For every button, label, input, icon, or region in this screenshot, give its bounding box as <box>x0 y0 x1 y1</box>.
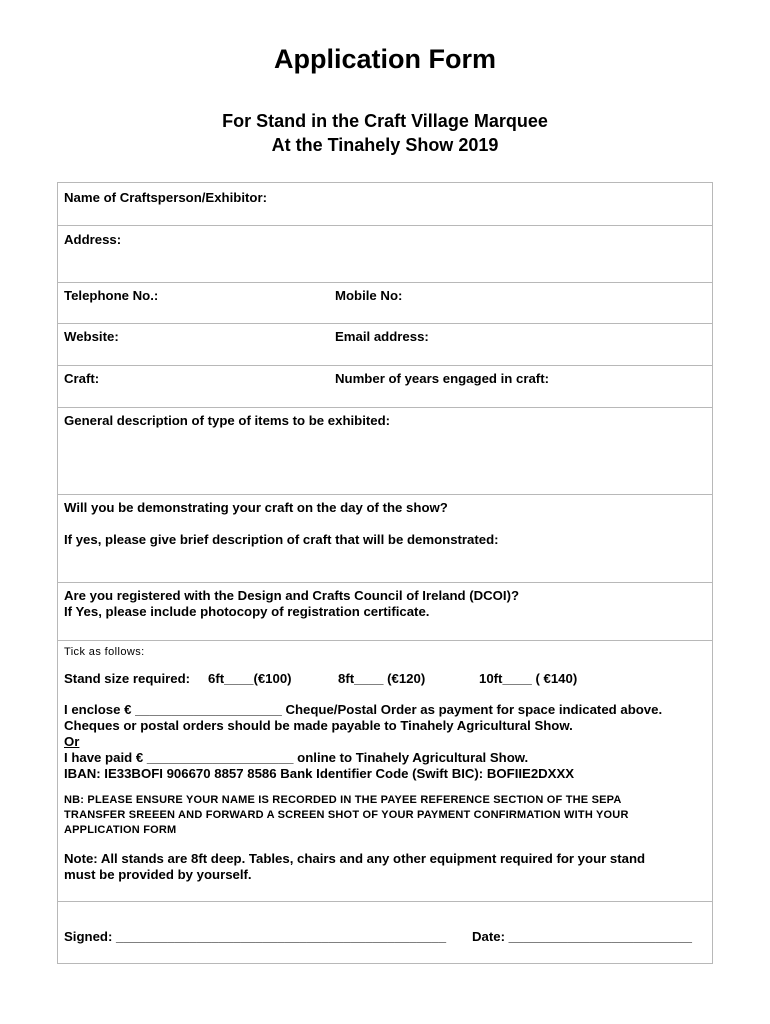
website-label: Website: <box>64 329 119 344</box>
stand-size-label: Stand size required: <box>64 671 191 686</box>
description-row[interactable] <box>58 407 712 495</box>
signature-row <box>58 901 712 965</box>
application-form-table <box>57 182 713 964</box>
or-label: Or <box>64 734 80 749</box>
paid-online-line[interactable]: I have paid € ____________________ online to Tinahely Agricultural Show. <box>64 750 529 765</box>
payment-row <box>58 640 712 902</box>
nb-line-3: APPLICATION FORM <box>64 824 177 836</box>
nb-line-2: TRANSFER SREEEN AND FORWARD A SCREEN SHOT OF YOUR PAYMENT CONFIRMATION WITH YOUR <box>64 809 629 821</box>
option-10ft[interactable]: 10ft____ ( €140) <box>479 671 578 686</box>
note-line-2: must be provided by yourself. <box>64 867 252 882</box>
enclose-line[interactable]: I enclose € ____________________ Cheque/Postal Order as payment for space indicated above. <box>64 702 663 717</box>
dcoi-note: If Yes, please include photocopy of registration certificate. <box>64 604 430 619</box>
description-label: General description of type of items to be exhibited: <box>64 413 391 428</box>
web-row[interactable] <box>58 323 712 366</box>
name-label: Name of Craftsperson/Exhibitor: <box>64 190 267 205</box>
dcoi-row[interactable] <box>58 582 712 641</box>
nb-line-1: NB: PLEASE ENSURE YOUR NAME IS RECORDED IN THE PAYEE REFERENCE SECTION OF THE SEPA <box>64 794 622 806</box>
craft-label: Craft: <box>64 371 100 386</box>
demonstrating-description: If yes, please give brief description of craft that will be demonstrated: <box>64 532 499 547</box>
demonstration-row[interactable] <box>58 494 712 583</box>
subtitle-line-2: At the Tinahely Show 2019 <box>271 135 499 155</box>
option-8ft[interactable]: 8ft____ (€120) <box>338 671 426 686</box>
years-label: Number of years engaged in craft: <box>335 371 549 386</box>
option-6ft[interactable]: 6ft____(€100) <box>208 671 292 686</box>
tick-instruction: Tick as follows: <box>64 646 145 658</box>
iban-line: IBAN: IE33BOFI 906670 8857 8586 Bank Identifier Code (Swift BIC): BOFIIE2DXXX <box>64 766 575 781</box>
dcoi-question: Are you registered with the Design and Crafts Council of Ireland (DCOI)? <box>64 588 520 603</box>
email-label: Email address: <box>335 329 429 344</box>
craft-row[interactable] <box>58 365 712 408</box>
subtitle-line-1: For Stand in the Craft Village Marquee <box>222 111 548 131</box>
name-row[interactable] <box>58 183 712 225</box>
address-label: Address: <box>64 232 122 247</box>
note-line-1: Note: All stands are 8ft deep. Tables, chairs and any other equipment required for your stand <box>64 851 646 866</box>
demonstrating-question: Will you be demonstrating your craft on the day of the show? <box>64 500 448 515</box>
date-field[interactable]: Date: _________________________ <box>472 929 692 944</box>
mobile-label: Mobile No: <box>335 288 403 303</box>
page-title: Application Form <box>274 44 496 74</box>
signed-field[interactable]: Signed: _____________________________________________ <box>64 929 447 944</box>
cheques-line: Cheques or postal orders should be made payable to Tinahely Agricultural Show. <box>64 718 573 733</box>
phone-row[interactable] <box>58 282 712 324</box>
telephone-label: Telephone No.: <box>64 288 159 303</box>
address-row[interactable] <box>58 225 712 283</box>
